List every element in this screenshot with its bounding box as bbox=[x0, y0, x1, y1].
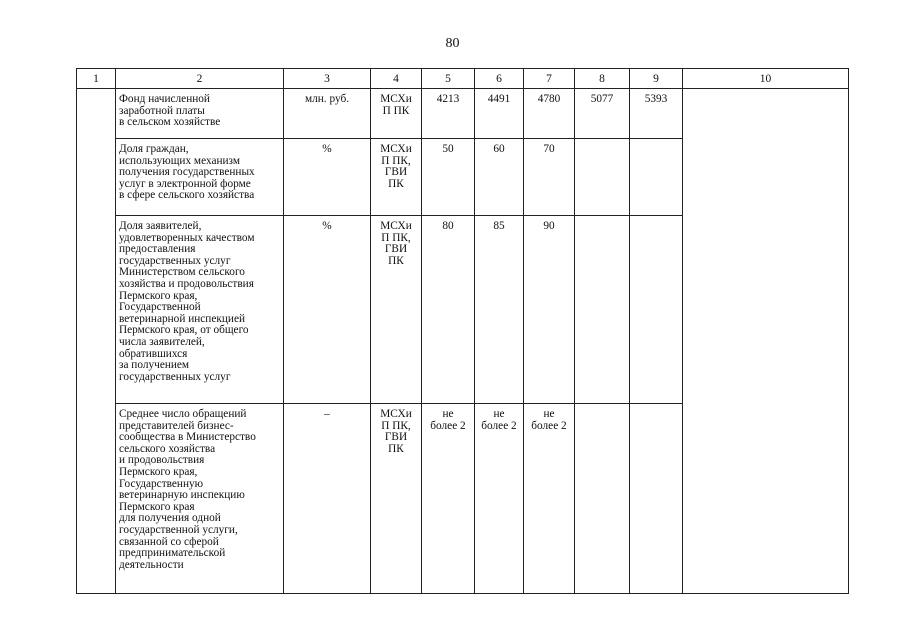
value-cell: 80 bbox=[422, 216, 475, 404]
note-cell bbox=[683, 216, 849, 404]
header-cell: 9 bbox=[630, 69, 683, 89]
header-cell: 8 bbox=[575, 69, 630, 89]
value-cell: 5077 bbox=[575, 89, 630, 139]
value-cell: 60 bbox=[475, 139, 524, 216]
indicator-name: Среднее число обращений представителей бизнес- сообщества в Министерство сельского хозяйства и продовольствия Пермского края, Государственную ветеринарную инспекцию Пермского края для получения одной государственной услуги, связанной со сферой предпринимательской деятельности bbox=[116, 404, 284, 594]
value-cell: 4491 bbox=[475, 89, 524, 139]
indicator-name: Фонд начисленной заработной платы в сельском хозяйстве bbox=[116, 89, 284, 139]
value-cell: не более 2 bbox=[524, 404, 575, 594]
header-cell: 10 bbox=[683, 69, 849, 89]
value-cell: не более 2 bbox=[422, 404, 475, 594]
unit-cell: млн. руб. bbox=[284, 89, 371, 139]
value-cell bbox=[630, 404, 683, 594]
header-cell: 2 bbox=[116, 69, 284, 89]
row-number-cell bbox=[77, 89, 116, 139]
value-cell bbox=[630, 139, 683, 216]
value-cell bbox=[630, 216, 683, 404]
executor-cell: МСХи П ПК, ГВИ ПК bbox=[371, 404, 422, 594]
header-cell: 5 bbox=[422, 69, 475, 89]
unit-cell: % bbox=[284, 139, 371, 216]
row-number-cell bbox=[77, 404, 116, 594]
header-cell: 3 bbox=[284, 69, 371, 89]
value-cell: 90 bbox=[524, 216, 575, 404]
value-cell: не более 2 bbox=[475, 404, 524, 594]
value-cell bbox=[575, 139, 630, 216]
value-cell bbox=[575, 216, 630, 404]
row-number-cell bbox=[77, 139, 116, 216]
value-cell: 50 bbox=[422, 139, 475, 216]
executor-cell: МСХи П ПК, ГВИ ПК bbox=[371, 139, 422, 216]
indicators-table bbox=[76, 68, 849, 594]
table-row bbox=[77, 139, 849, 216]
unit-cell: % bbox=[284, 216, 371, 404]
indicator-name: Доля граждан, использующих механизм получения государственных услуг в электронной форме в сфере сельского хозяйства bbox=[116, 139, 284, 216]
table-row bbox=[77, 216, 849, 404]
header-cell: 1 bbox=[77, 69, 116, 89]
page-number: 80 bbox=[445, 36, 460, 51]
value-cell: 70 bbox=[524, 139, 575, 216]
note-cell bbox=[683, 139, 849, 216]
header-cell: 6 bbox=[475, 69, 524, 89]
value-cell bbox=[575, 404, 630, 594]
table-row bbox=[77, 89, 849, 139]
executor-cell: МСХи П ПК, ГВИ ПК bbox=[371, 216, 422, 404]
table-row bbox=[77, 404, 849, 594]
note-cell bbox=[683, 404, 849, 594]
row-number-cell bbox=[77, 216, 116, 404]
header-cell: 4 bbox=[371, 69, 422, 89]
unit-cell: – bbox=[284, 404, 371, 594]
value-cell: 4780 bbox=[524, 89, 575, 139]
value-cell: 4213 bbox=[422, 89, 475, 139]
header-row bbox=[77, 69, 849, 89]
value-cell: 85 bbox=[475, 216, 524, 404]
header-cell: 7 bbox=[524, 69, 575, 89]
executor-cell: МСХи П ПК bbox=[371, 89, 422, 139]
indicator-name: Доля заявителей, удовлетворенных качеством предоставления государственных услуг Министерством сельского хозяйства и продовольствия Пермского края, Государственной ветеринарной инспекцией Пермского края, от общего числа заявителей, обратившихся за получением государственных услуг bbox=[116, 216, 284, 404]
value-cell: 5393 bbox=[630, 89, 683, 139]
note-cell bbox=[683, 89, 849, 139]
